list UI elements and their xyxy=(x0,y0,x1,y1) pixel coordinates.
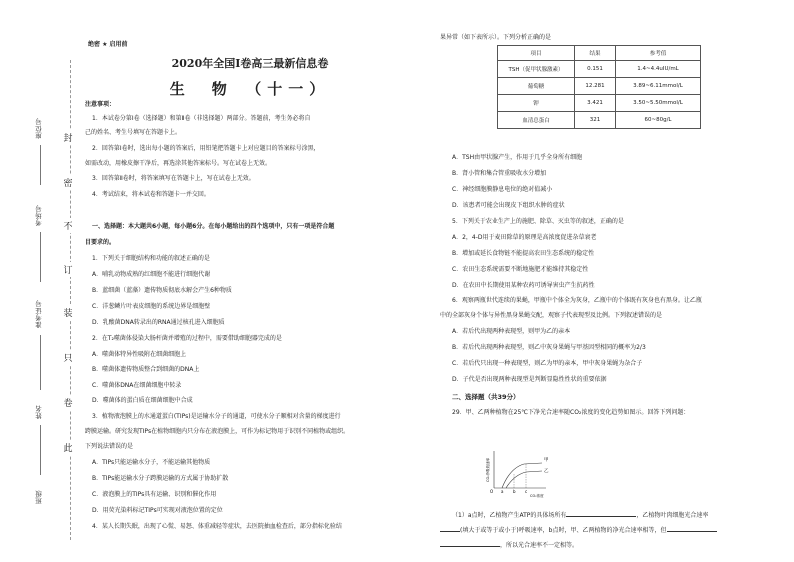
co2-rate-graph xyxy=(480,448,550,498)
option-line: A．TIPs只能运输水分子，不能运输其他物质 xyxy=(92,459,211,466)
exam-subtitle: 生 物 （十一） xyxy=(169,80,331,98)
series-label: 甲 xyxy=(544,458,549,463)
table-cell: 321 xyxy=(575,112,616,129)
series-jia-curve xyxy=(502,463,542,488)
question-line: 5．下列关于农业生产上的施肥、除草、灭虫等的叙述，正确的是 xyxy=(452,218,624,225)
series-label: 乙 xyxy=(544,469,549,474)
option-line: C．神经细胞膜静息电位的绝对值减小 xyxy=(452,186,553,193)
note-line: 2．回答第Ⅰ卷时，选出每小题的答案后，用铅笔把答题卡上对应题目的答案标号涂黑， xyxy=(92,145,320,152)
option-line: B．增加或延长食物链不能提高农田生态系统的稳定性 xyxy=(452,250,595,257)
option-line: A．若后代出现两种表现型，则甲为乙的亲本 xyxy=(452,328,571,335)
option-line: D．用荧光染料标记TIPs可实现对液泡位置的定位 xyxy=(92,507,223,514)
table-cell: 葡萄糖 xyxy=(498,78,575,95)
option-line: B．TIPs能运输水分子跨膜运输的方式属于协助扩散 xyxy=(92,475,229,482)
table-row xyxy=(498,78,701,95)
option-line: C．若后代只出现一种表现型，则乙为甲的亲本，甲中灰身果蝇为杂合子 xyxy=(452,360,643,367)
option-line: C．液泡膜上的TIPs具有运输、识别和催化作用 xyxy=(92,491,217,498)
y-axis-label: CO₂净吸收速率 xyxy=(486,457,490,482)
axis-mark: b xyxy=(513,489,516,494)
note-line: 己的姓名、考生号填写在答题卡上。 xyxy=(85,129,182,136)
question-29: 29．甲、乙两种植物在25℃下净光合速率随CO₂浓度的变化趋势如图示。回答下列问题： xyxy=(452,409,690,416)
question-line: 3．植物液泡膜上的水通道蛋白(TIPs)是运输水分子的通道，可使水分子顺相对含量的梯度进行 xyxy=(92,413,341,420)
table-cell: 3.50~5.50mmol/L xyxy=(616,95,701,112)
seat-number-label: 座位号 xyxy=(35,118,43,139)
table-header: 结果 xyxy=(575,46,616,61)
class-label: 班级 xyxy=(35,490,43,504)
question-line: 4．某人长期失眠，出现了心慌、易怒、体重减轻等症状，去医院抽血检查后，部分指标化验结 xyxy=(92,523,342,530)
q29-line xyxy=(452,512,708,520)
option-line: C．农田生态系统需要不断地施肥才能维持其稳定性 xyxy=(452,266,589,273)
q29-text: （1）a点时，乙植物产生ATP的具体场所有 xyxy=(452,512,567,519)
field-line xyxy=(40,232,41,282)
table-cell: 3.421 xyxy=(575,95,616,112)
option-line: D．噬菌体的蛋白质在细菌细胞中合成 xyxy=(92,397,193,404)
table-header: 参考值 xyxy=(616,46,701,61)
name-label: 姓名 xyxy=(35,405,43,419)
option-line: D．子代是否出现两种表现型是判断显隐性性状的重要依据 xyxy=(452,376,607,383)
q29-text: ，乙植物叶肉细胞光合速率 xyxy=(636,512,709,519)
note-line: 如需改动，用橡皮擦干净后，再选涂其他答案标号。写在试卷上无效。 xyxy=(85,160,272,167)
answer-blank[interactable] xyxy=(440,531,460,532)
question-line: 果异常（如下表所示）。下列分析正确的是 xyxy=(440,34,552,41)
binding-word: 只 xyxy=(62,350,74,365)
lab-results-table xyxy=(497,45,701,129)
question-line: 1．下列关于细胞结构和功能的叙述正确的是 xyxy=(92,255,210,262)
binding-word: 装 xyxy=(62,305,74,320)
notes-heading: 注意事项： xyxy=(85,101,116,108)
table-row xyxy=(498,112,701,129)
question-line: 中的全部灰身个体与异性黑身果蝇交配，观察子代表现型及比例。下列叙述错误的是 xyxy=(440,312,663,319)
table-cell: 钾 xyxy=(498,95,575,112)
table-row xyxy=(498,61,701,78)
table-cell: 60~80g/L xyxy=(616,112,701,129)
option-line: B．蓝细菌（蓝藻）遗传物质彻底水解会产生6种物质 xyxy=(92,287,232,294)
axis-mark: a xyxy=(501,489,504,494)
table-cell: 12.281 xyxy=(575,78,616,95)
exam-room-label: 考场号 xyxy=(35,205,43,226)
binding-word: 卷 xyxy=(62,395,74,410)
table-cell: TSH（促甲状腺激素） xyxy=(498,61,575,78)
option-line: A．噬菌体特异性吸附在细菌细胞上 xyxy=(92,351,187,358)
question-line: 跨膜运输。研究发现TIPs在植物细胞内只分布在液泡膜上，可作为标记物用于识别不同植物或组织。 xyxy=(85,428,350,435)
option-line: A．2，4-D用于麦田除草的原理是高浓度促进杂草衰老 xyxy=(452,234,597,241)
option-line: B．肾小管和集合管重吸收水分增加 xyxy=(452,170,547,177)
field-line xyxy=(40,425,41,475)
table-cell: 血清总蛋白 xyxy=(498,112,575,129)
option-line: A．哺乳动物成熟的红细胞不能进行细胞代谢 xyxy=(92,271,211,278)
note-line: 3．回答第Ⅱ卷时，将答案填写在答题卡上，写在试卷上无效。 xyxy=(92,175,255,182)
question-line: 下列说法错误的是 xyxy=(85,443,134,450)
q29-text: ，所以光合速率不一定相等。 xyxy=(500,542,579,549)
answer-blank[interactable] xyxy=(667,531,717,532)
binding-word: 密 xyxy=(62,175,74,190)
option-line: A．TSH由甲状腺产生，作用于几乎全身所有细胞 xyxy=(452,154,583,161)
option-line: C．洋葱鳞片叶表皮细胞的系统边界是细胞壁 xyxy=(92,303,211,310)
option-line: D．该患者可能会出现皮下组织水肿的症状 xyxy=(452,202,565,209)
exam-title: 2020年全国Ⅰ卷高三最新信息卷 xyxy=(171,57,329,70)
answer-blank[interactable] xyxy=(440,546,500,547)
option-line: B．噬菌体遗传物质整合到细菌的DNA上 xyxy=(92,366,200,373)
binding-word: 封 xyxy=(62,130,74,145)
series-yi-curve xyxy=(506,471,542,488)
note-line: 4．考试结束，将本试卷和答题卡一并交回。 xyxy=(92,191,210,198)
note-line: 1．本试卷分第Ⅰ卷（选择题）和第Ⅱ卷（非选择题）两部分。答题前，考生务必将自 xyxy=(92,115,311,122)
table-header: 项目 xyxy=(498,46,575,61)
axis-mark: c xyxy=(525,489,528,494)
binding-word: 订 xyxy=(62,262,74,277)
option-line: D．在农田中长期使用某种农药可诱导害虫产生抗药性 xyxy=(452,282,595,289)
option-line: C．噬菌体DNA在细菌细胞中转录 xyxy=(92,382,182,389)
answer-blank[interactable] xyxy=(566,516,636,517)
ticket-number-label: 准考证号 xyxy=(35,300,43,328)
binding-word: 此 xyxy=(62,440,74,455)
question-line: 6．观察两瓶世代连续的果蝇，甲瓶中个体全为灰身，乙瓶中的个体既有灰身也有黑身。让乙瓶 xyxy=(452,297,702,304)
field-line xyxy=(40,145,41,185)
option-line: B．若后代出现两种表现型，则乙中灰身果蝇与甲基因型相同的概率为2/3 xyxy=(452,344,646,351)
table-cell: 1.4~4.4uIU/mL xyxy=(616,61,701,78)
option-line: D．乳酸菌DNA转录出的RNA通过核孔进入细胞质 xyxy=(92,319,225,326)
q29-line xyxy=(440,542,578,550)
section2-heading: 二、选择题（共39分） xyxy=(452,393,520,401)
confidential-mark: 绝密 ★ 启用前 xyxy=(88,41,128,48)
x-axis-label: CO₂浓度 xyxy=(530,494,544,498)
q29-line xyxy=(440,527,717,535)
section1-heading-cont: 目要求的。 xyxy=(85,239,116,246)
q29-text: (填大于或等于或小于)呼吸速率，b点时，甲、乙两植物的净光合速率相等，但 xyxy=(460,527,667,534)
question-line: 2．在T₂噬菌体侵染大肠杆菌并增殖的过程中，需要借助细胞器完成的是 xyxy=(92,335,282,342)
binding-word: 不 xyxy=(62,218,74,233)
field-line xyxy=(40,335,41,390)
axis-mark: O xyxy=(490,489,494,494)
table-row xyxy=(498,95,701,112)
table-cell: 0.151 xyxy=(575,61,616,78)
table-cell: 3.89~6.11mmol/L xyxy=(616,78,701,95)
section1-heading: 一、选择题：本大题共6小题，每小题6分。在每小题给出的四个选项中，只有一项是符合题 xyxy=(92,223,335,230)
table-header-row xyxy=(498,46,701,61)
